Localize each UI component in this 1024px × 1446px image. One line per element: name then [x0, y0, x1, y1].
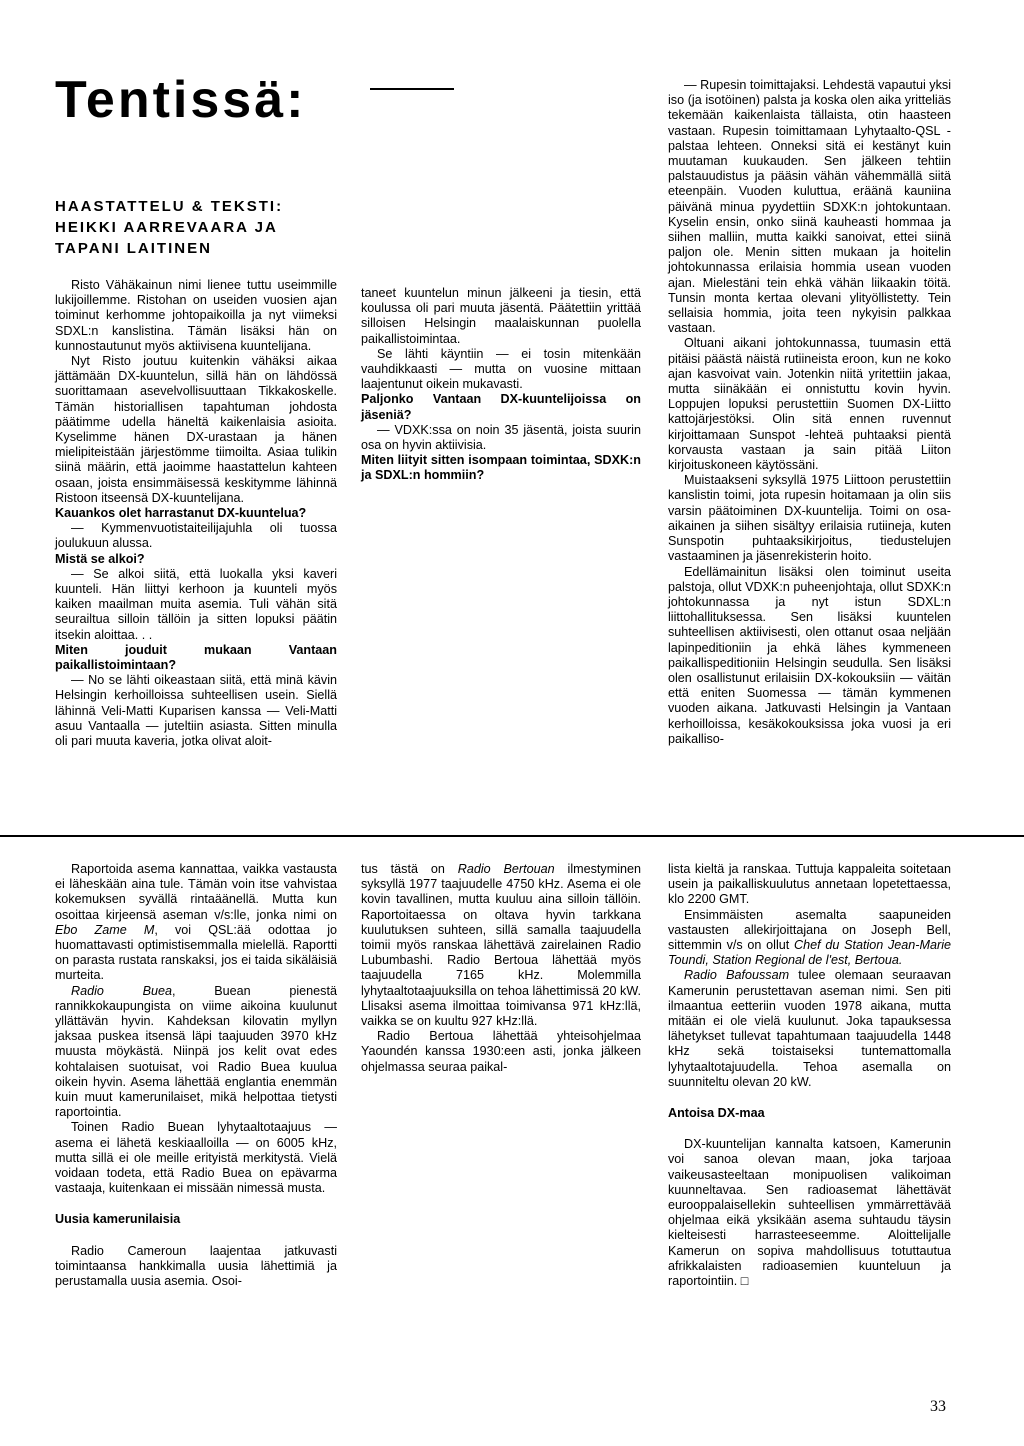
paragraph: — Kymmenvuotistaiteilijajuhla oli tuossa joulukuun alussa.	[55, 521, 337, 551]
paragraph: Muistaakseni syksyllä 1975 Liittoon perustettiin kanslistin toimi, jota rupesin hoitamaan ja olin siis varsin päätoiminen DX-kuuntelija. Toimi on osa-aikainen ja siihen sisältyy erilaisia rutiineja, kuten Sunspotin puhtaaksikirjoitus, tiedustelujen vastaaminen ja jäsenrekisterin hoito.	[668, 473, 951, 564]
paragraph: Oltuani aikani johtokunnassa, tuumasin että pitäisi päästä näistä rutiineista eroon, kun ne koko ajan kasvoivat vain. Jotenkin niitä yritettiin jakaa, mutta siinäkään ei onnistuttu kovin hyvin. Loppujen lopuksi perustettiin Suomen DX-Liitto kattojärjestöksi. Olin sitä ennen ruvennut kirjoittamaan Sunspot -lehteä puhtaaksi pientä korvausta vastaan ja sain pitää Liiton kirjoituskoneen käytössäni.	[668, 336, 951, 473]
paragraph: — No se lähti oikeastaan siitä, että minä kävin Helsingin kerhoilloissa suhteellisen usein. Siellä lähinnä Veli-Matti Kuparisen kanssa — Veli-Matti asuu Vantaalla — juteltiin asiasta. Sitten minulla oli pari muuta kaveria, jotka olivat aloit-	[55, 673, 337, 749]
paragraph: — Rupesin toimittajaksi. Lehdestä vapautui yksi iso (ja isotöinen) palsta ja koska olen aika yritteliäs tekemään kaikenlaista tällaista, otin haasteen vastaan. Rupesin toimittamaan Lyhytaalto-QSL -palstaa lehteen. Onneksi sitä ei kestänyt kuin muutaman kuukauden. Sen jälkeen tehtiin palstauudistus ja pääsin vähän vähemmällä siitä eteenpäin. Vuoden kuluttua, eräänä kauniina päivänä minua pyydettiin SDXK:n johtokuntaan. Kyselin ensin, onko siinä kauheasti hommaa ja siihen malliin, mutta kaikki sanoivat, ettei siinä paljon ole. Menin sitten mukaan ja hoitelin johtokunnassa erilaisia hommia usean vuoden ajan. Mielestäni tein ehkä vähän liikaakin töitä. Tunsin monta kertaa olevani ylityöllistetty. Tein sellaisia hommia, joita teen nykyisin palkkaa vastaan.	[668, 78, 951, 336]
paragraph: Radio Cameroun laajentaa jatkuvasti toimintaansa hankkimalla uusia lähettimiä ja perustamalla uusia asemia. Osoi-	[55, 1243, 337, 1289]
page-number: 33	[930, 1398, 946, 1415]
interview-question: Kauankos olet harrastanut DX-kuuntelua?	[55, 506, 307, 521]
bottom-column-2	[361, 862, 641, 1075]
interview-question: Miten jouduit mukaan Vantaan paikallistoimintaan?	[55, 642, 337, 673]
paragraph: Raportoida asema kannattaa, vaikka vastausta ei läheskään aina tule. Tämän voin itse vahvistaa kokemuksen syvällä rintaäänellä. Mutta kun osoittaa kirjeensä aseman v/s:lle, jonka nimi on Ebo Zame M, voi QSL:ää odottaa jo huomattavasti optimistisemmalla mielellä. Raportti on parasta rustata ranskaksi, jos ei taida sikäläisiä murteita.	[55, 862, 338, 983]
interview-question: Mistä se alkoi?	[55, 551, 145, 566]
bottom-column-1	[55, 862, 337, 1289]
paragraph: Toinen Radio Buean lyhytaaltotaajuus — asema ei lähetä keskiaalloilla — on 6005 kHz, mutta sillä ei ole meille erityistä merkitystä. Vielä voidaan todeta, että Radio Buea on epävarma vastaaja, kuitenkaan ei missään nimessä musta.	[55, 1120, 337, 1196]
interview-question: Miten liityit sitten isompaan toimintaa, SDXK:n ja SDXL:n hommiin?	[361, 453, 641, 483]
subheading: Antoisa DX-maa	[668, 1106, 765, 1121]
spacer	[55, 1228, 337, 1244]
column-1	[55, 278, 337, 749]
paragraph: Ensimmäisten asemalta saapuneiden vastausten allekirjoittajana on Joseph Bell, sittemmin v/s on ollut Chef du Station Jean-Marie Toundi, Station Regional de l'est, Bertoua.	[668, 907, 951, 968]
bottom-column-3	[668, 862, 951, 1289]
paragraph: lista kieltä ja ranskaa. Tuttuja kappaleita soitetaan usein ja paikalliskuulutus annetaan lopetettaessa, klo 2200 GMT.	[668, 862, 951, 907]
spacer	[668, 1121, 951, 1137]
interview-question: Paljonko Vantaan DX-kuuntelijoissa on jäseniä?	[361, 392, 641, 422]
column-3	[668, 78, 951, 747]
paragraph: Radio Buea, Buean pienestä rannikkokaupungista on viime aikoina kuulunut yllättävän hyvin. Kahdeksan kilovatin myllyn jaksaa puskea itsensä läpi taajuuden 3970 kHz muusta möykästä. Niinpä jos kelit ovat edes kohtalaisen suotuisat, voi Radio Buea kuulua oikein hyvin. Asema lähettää englantia enemmän kuin muut kamerunilaiset, mikä helpottaa tietysti raportointia.	[55, 983, 337, 1120]
paragraph: Radio Bafoussam tulee olemaan seuraavan Kamerunin perustettavan aseman nimi. Sen piti ilmaantua eetteriin vuoden 1978 aikana, mutta mitään ei ole vielä kuulunut. Joka tapauksessa lähetykset tullevat tapahtumaan taajuudella 1448 kHz sekä toistaiseksi tuntemattomalla lyhytaaltotajuudella. Tehoa asemalla on suunniteltu olevan 20 kW.	[668, 968, 951, 1089]
article-title: Tentissä:	[55, 71, 307, 129]
paragraph: Edellämainitun lisäksi olen toiminut useita palstoja, ollut VDXK:n puheenjohtaja, ollut SDXK:n johtokunnassa ja nyt istun SDXL:n liittohallituksessa. Sen lisäksi kuuntelen suhteellisen aktiivisesti, olen ottanut osaa neljään lapinpeditioniin ja ehkä lähes kymmeneen paikallispeditioniin Helsingin seudulla. Sen lisäksi olen osallistunut erilaisiin DX-kokouksiin — väitän että eniten Suomessa — tämän kymmenen vuoden aikana. Jatkuvasti Helsingin ja Vantaan kerhoilloissa, kesäkokouksissa joka vuosi ja eri paikalliso-	[668, 564, 951, 746]
paragraph: Radio Bertoua lähettää yhteisohjelmaa Yaoundén kanssa 1930:een asti, jonka jälkeen ohjelmassa seuraa paikal-	[361, 1029, 641, 1074]
byline: HAASTATTELU & TEKSTI: HEIKKI AARREVAARA JA TAPANI LAITINEN	[55, 198, 284, 257]
section-divider	[0, 835, 1024, 837]
paragraph: taneet kuuntelun minun jälkeeni ja tiesin, että koulussa oli pari muuta jäsentä. Päätettiin yrittää silloisen Helsingin maalaiskunnan puolella paikallistoimintaa.	[361, 286, 641, 346]
spacer	[55, 1196, 337, 1212]
paragraph: Nyt Risto joutuu kuitenkin vähäksi aikaa jättämään DX-kuuntelun, sillä hän on lähdössä suorittamaan asevelvollisuuttaan Tikkakoskelle. Tämän historiallisen tapahtuman johdosta päätimme udella häneltä kaikenlaisia asioita. Kyselimme hänen DX-urastaan ja hänen mielipiteistään järjestömme tiimoilta. Asiaa tulikin siinä määrin, että jaoimme haastattelun kahteen osaan, joista ensimmäisessä keskitymme lähinnä Ristoon itseensä DX-kuuntelijana.	[55, 354, 337, 505]
column-2	[361, 286, 641, 484]
paragraph: — Se alkoi siitä, että luokalla yksi kaveri kuunteli. Hän liittyi kerhoon ja kuunteli myös kaiken maailman muita asemia. Tuli vähän sitä seurailtua silloin tällöin ja sitten lopuksi päätin itsekin aloittaa. . .	[55, 566, 337, 642]
subheading: Uusia kamerunilaisia	[55, 1212, 181, 1227]
paragraph: — VDXK:ssa on noin 35 jäsentä, joista suurin osa on hyvin aktiivisia.	[361, 422, 641, 453]
spacer	[668, 1090, 951, 1106]
paragraph: DX-kuuntelijan kannalta katsoen, Kamerunin voi sanoa olevan maan, joka tarjoaa vaikeusasteeltaan monipuolisen valikoiman kuunneltavaa. Sen radioasemat lähettävät eurooppalaisellekin suhteellisen ymmärrettävää ohjelmaa eikä yksikään asema suhtaudu täysin kielteisesti harrasteeseemme. Aloittelijalle Kamerun on sopiva mahdollisuus totuttautua afrikkalaisten radioasemien kuunteluun ja raportointiin. □	[668, 1137, 951, 1289]
paragraph: Risto Vähäkainun nimi lienee tuttu useimmille lukijoillemme. Ristohan on useiden vuosien ajan toiminut kerhomme johtopaikoilla ja nyt viimeksi SDXL:n kanslistina. Tämän lisäksi hän on kunnostautunut myös aktiivisena kuuntelijana.	[55, 278, 337, 353]
paragraph: Se lähti käyntiin — ei tosin mitenkään vauhdikkaasti — mutta on vuosine mittaan laajentunut oikein mukavasti.	[361, 346, 641, 392]
decorative-rule	[370, 88, 454, 90]
paragraph: tus tästä on Radio Bertouan ilmestyminen syksyllä 1977 taajuudelle 4750 kHz. Asema ei ole kovin tavallinen, mutta kuuluu aina silloin tällöin. Raportoitaessa on oltava hyvin tarkkana kuulutuksen suhteen, sillä samalla taajuudella toimii myös ranskaa lähettävä zairelainen Radio Lubumbashi. Radio Bertoua lähettää myös taajuudella 7165 kHz. Molemmilla lyhytaaltotaajuuksilla on tehoa lähettimissä 20 kW. Llisaksi asema ilmoittaa toimivansa 971 kHz:llä, vaikka se on kuultu 927 kHz:llä.	[361, 862, 642, 1029]
